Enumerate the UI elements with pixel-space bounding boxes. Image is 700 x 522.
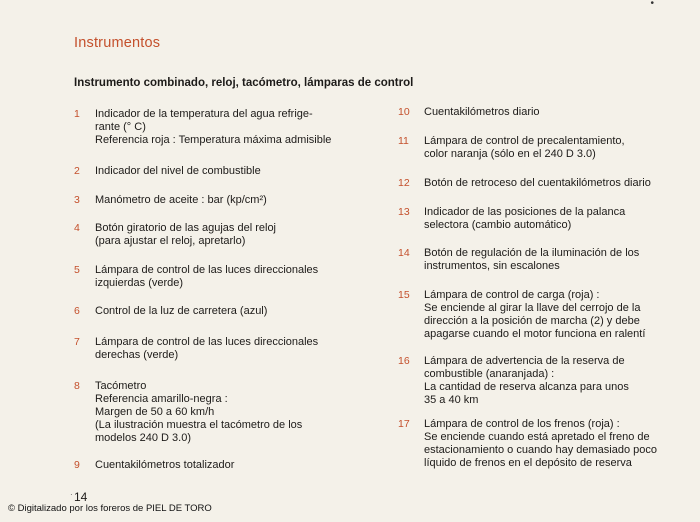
corner-mark: • xyxy=(650,0,654,9)
item-number: 13 xyxy=(398,206,410,218)
item-text: Lámpara de advertencia de la reserva de combustible (anaranjada) : La cantidad de reserva alcanza para unos 35 a 40 km xyxy=(424,355,629,406)
item-number: 5 xyxy=(74,264,80,276)
item-number: 3 xyxy=(74,194,80,206)
item-number: 15 xyxy=(398,289,410,301)
item-text: Lámpara de control de carga (roja) : Se enciende al girar la llave del cerrojo de la dirección a la posición de marcha (2) y debe apagarse cuando el motor funciona en ralentí xyxy=(424,289,646,340)
item-text: Indicador del nivel de combustible xyxy=(95,165,261,177)
footer-credit: © Digitalizado por los foreros de PIEL DE TORO xyxy=(8,503,212,514)
item-number: 9 xyxy=(74,459,80,471)
section-title: Instrumentos xyxy=(74,35,161,51)
item-text: Lámpara de control de las luces direccionales izquierdas (verde) xyxy=(95,264,319,289)
item-number: 11 xyxy=(398,135,409,147)
item-number: 1 xyxy=(74,108,80,120)
item-number: 12 xyxy=(398,177,410,189)
page-subtitle: Instrumento combinado, reloj, tacómetro, lámparas de control xyxy=(74,77,414,89)
item-text: Manómetro de aceite : bar (kp/cm²) xyxy=(95,194,267,206)
item-text: Cuentakilómetros diario xyxy=(424,106,540,118)
item-text: Botón de retroceso del cuentakilómetros diario xyxy=(424,177,651,189)
item-text: Indicador de las posiciones de la palanca selectora (cambio automático) xyxy=(424,206,626,231)
page-number: 14 xyxy=(74,490,88,504)
item-number: 14 xyxy=(398,247,410,259)
item-text: Lámpara de control de los frenos (roja) : Se enciende cuando está apretado el freno de estacionamiento o cuando hay demasiado poco líquido de frenos en el depósito de reserva xyxy=(424,418,657,469)
item-number: 7 xyxy=(74,336,80,348)
item-number: 2 xyxy=(74,165,80,177)
item-text: Botón giratorio de las agujas del reloj (para ajustar el reloj, apretarlo) xyxy=(95,222,277,247)
item-number: 8 xyxy=(74,380,80,392)
item-text: Tacómetro Referencia amarillo-negra : Margen de 50 a 60 km/h (La ilustración muestra el tacómetro de los modelos 240 D 3.0) xyxy=(95,380,303,444)
item-text: Indicador de la temperatura del agua refrige- rante (° C) Referencia roja : Temperatura máxima admisible xyxy=(95,108,332,146)
item-number: 4 xyxy=(74,222,80,234)
item-text: Lámpara de control de las luces direccionales derechas (verde) xyxy=(95,336,319,361)
item-number: 6 xyxy=(74,305,80,317)
item-number: 17 xyxy=(398,418,410,430)
item-number: 10 xyxy=(398,106,410,118)
page-dot: · xyxy=(70,490,73,499)
item-text: Lámpara de control de precalentamiento, color naranja (sólo en el 240 D 3.0) xyxy=(424,135,625,160)
item-text: Botón de regulación de la iluminación de los instrumentos, sin escalones xyxy=(424,247,640,272)
item-text: Control de la luz de carretera (azul) xyxy=(95,305,268,317)
item-number: 16 xyxy=(398,355,410,367)
item-text: Cuentakilómetros totalizador xyxy=(95,459,235,471)
